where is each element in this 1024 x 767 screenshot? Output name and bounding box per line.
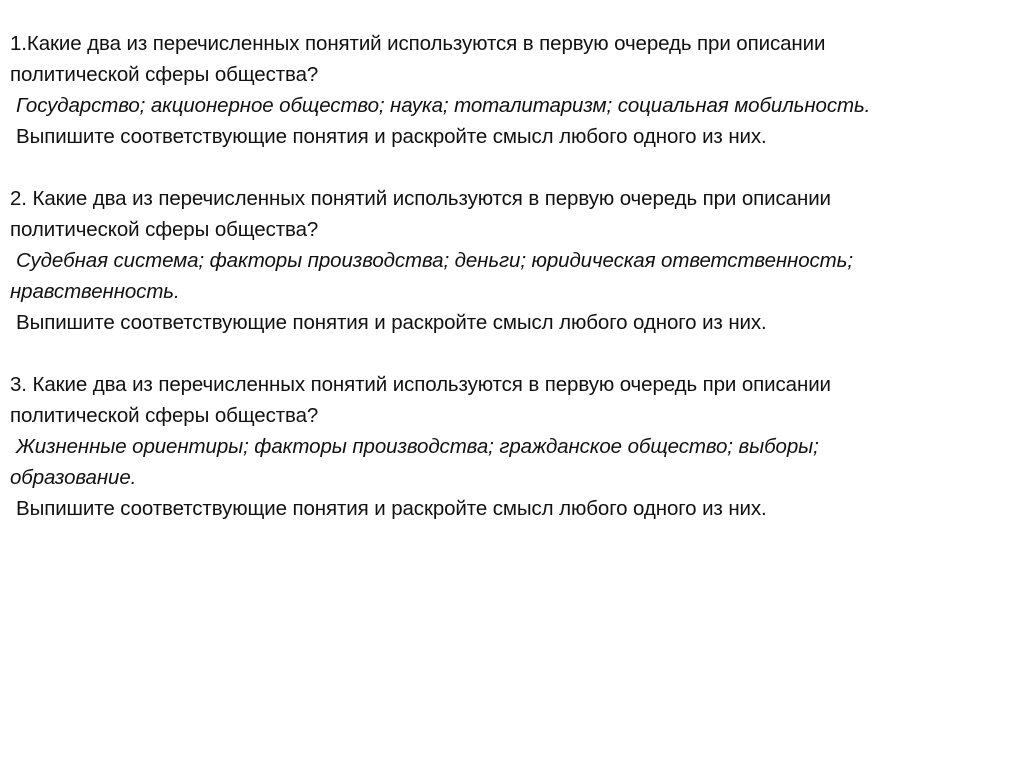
question-3-text-line-1: 3. Какие два из перечисленных понятий используются в первую очередь при описании [10,373,831,396]
question-2-instruction: Выпишите соответствующие понятия и раскройте смысл любого одного из них. [16,311,767,334]
question-1 [10,28,1010,152]
question-2-options-line-1: Судебная система; факторы производства; деньги; юридическая ответственность; [16,249,853,272]
question-2-text-line-1: 2. Какие два из перечисленных понятий используются в первую очередь при описании [10,187,831,210]
question-2-options-line-2: нравственность. [10,280,180,303]
question-2-text-line-2: политической сферы общества? [10,218,319,241]
question-3-options-line-1: Жизненные ориентиры; факторы производства; гражданское общество; выборы; [16,435,819,458]
question-3-text-line-2: политической сферы общества? [10,404,319,427]
question-1-instruction: Выпишите соответствующие понятия и раскройте смысл любого одного из них. [16,125,767,148]
question-3 [10,369,1010,524]
question-3-instruction: Выпишите соответствующие понятия и раскройте смысл любого одного из них. [16,497,767,520]
slide-content [10,28,1010,555]
question-1-text-line-2: политической сферы общества? [10,63,319,86]
question-2 [10,183,1010,338]
question-1-text-line-1: 1.Какие два из перечисленных понятий используются в первую очередь при описании [10,32,826,55]
question-1-options: Государство; акционерное общество; наука; тоталитаризм; социальная мобильность. [16,94,871,117]
question-3-options-line-2: образование. [10,466,137,489]
